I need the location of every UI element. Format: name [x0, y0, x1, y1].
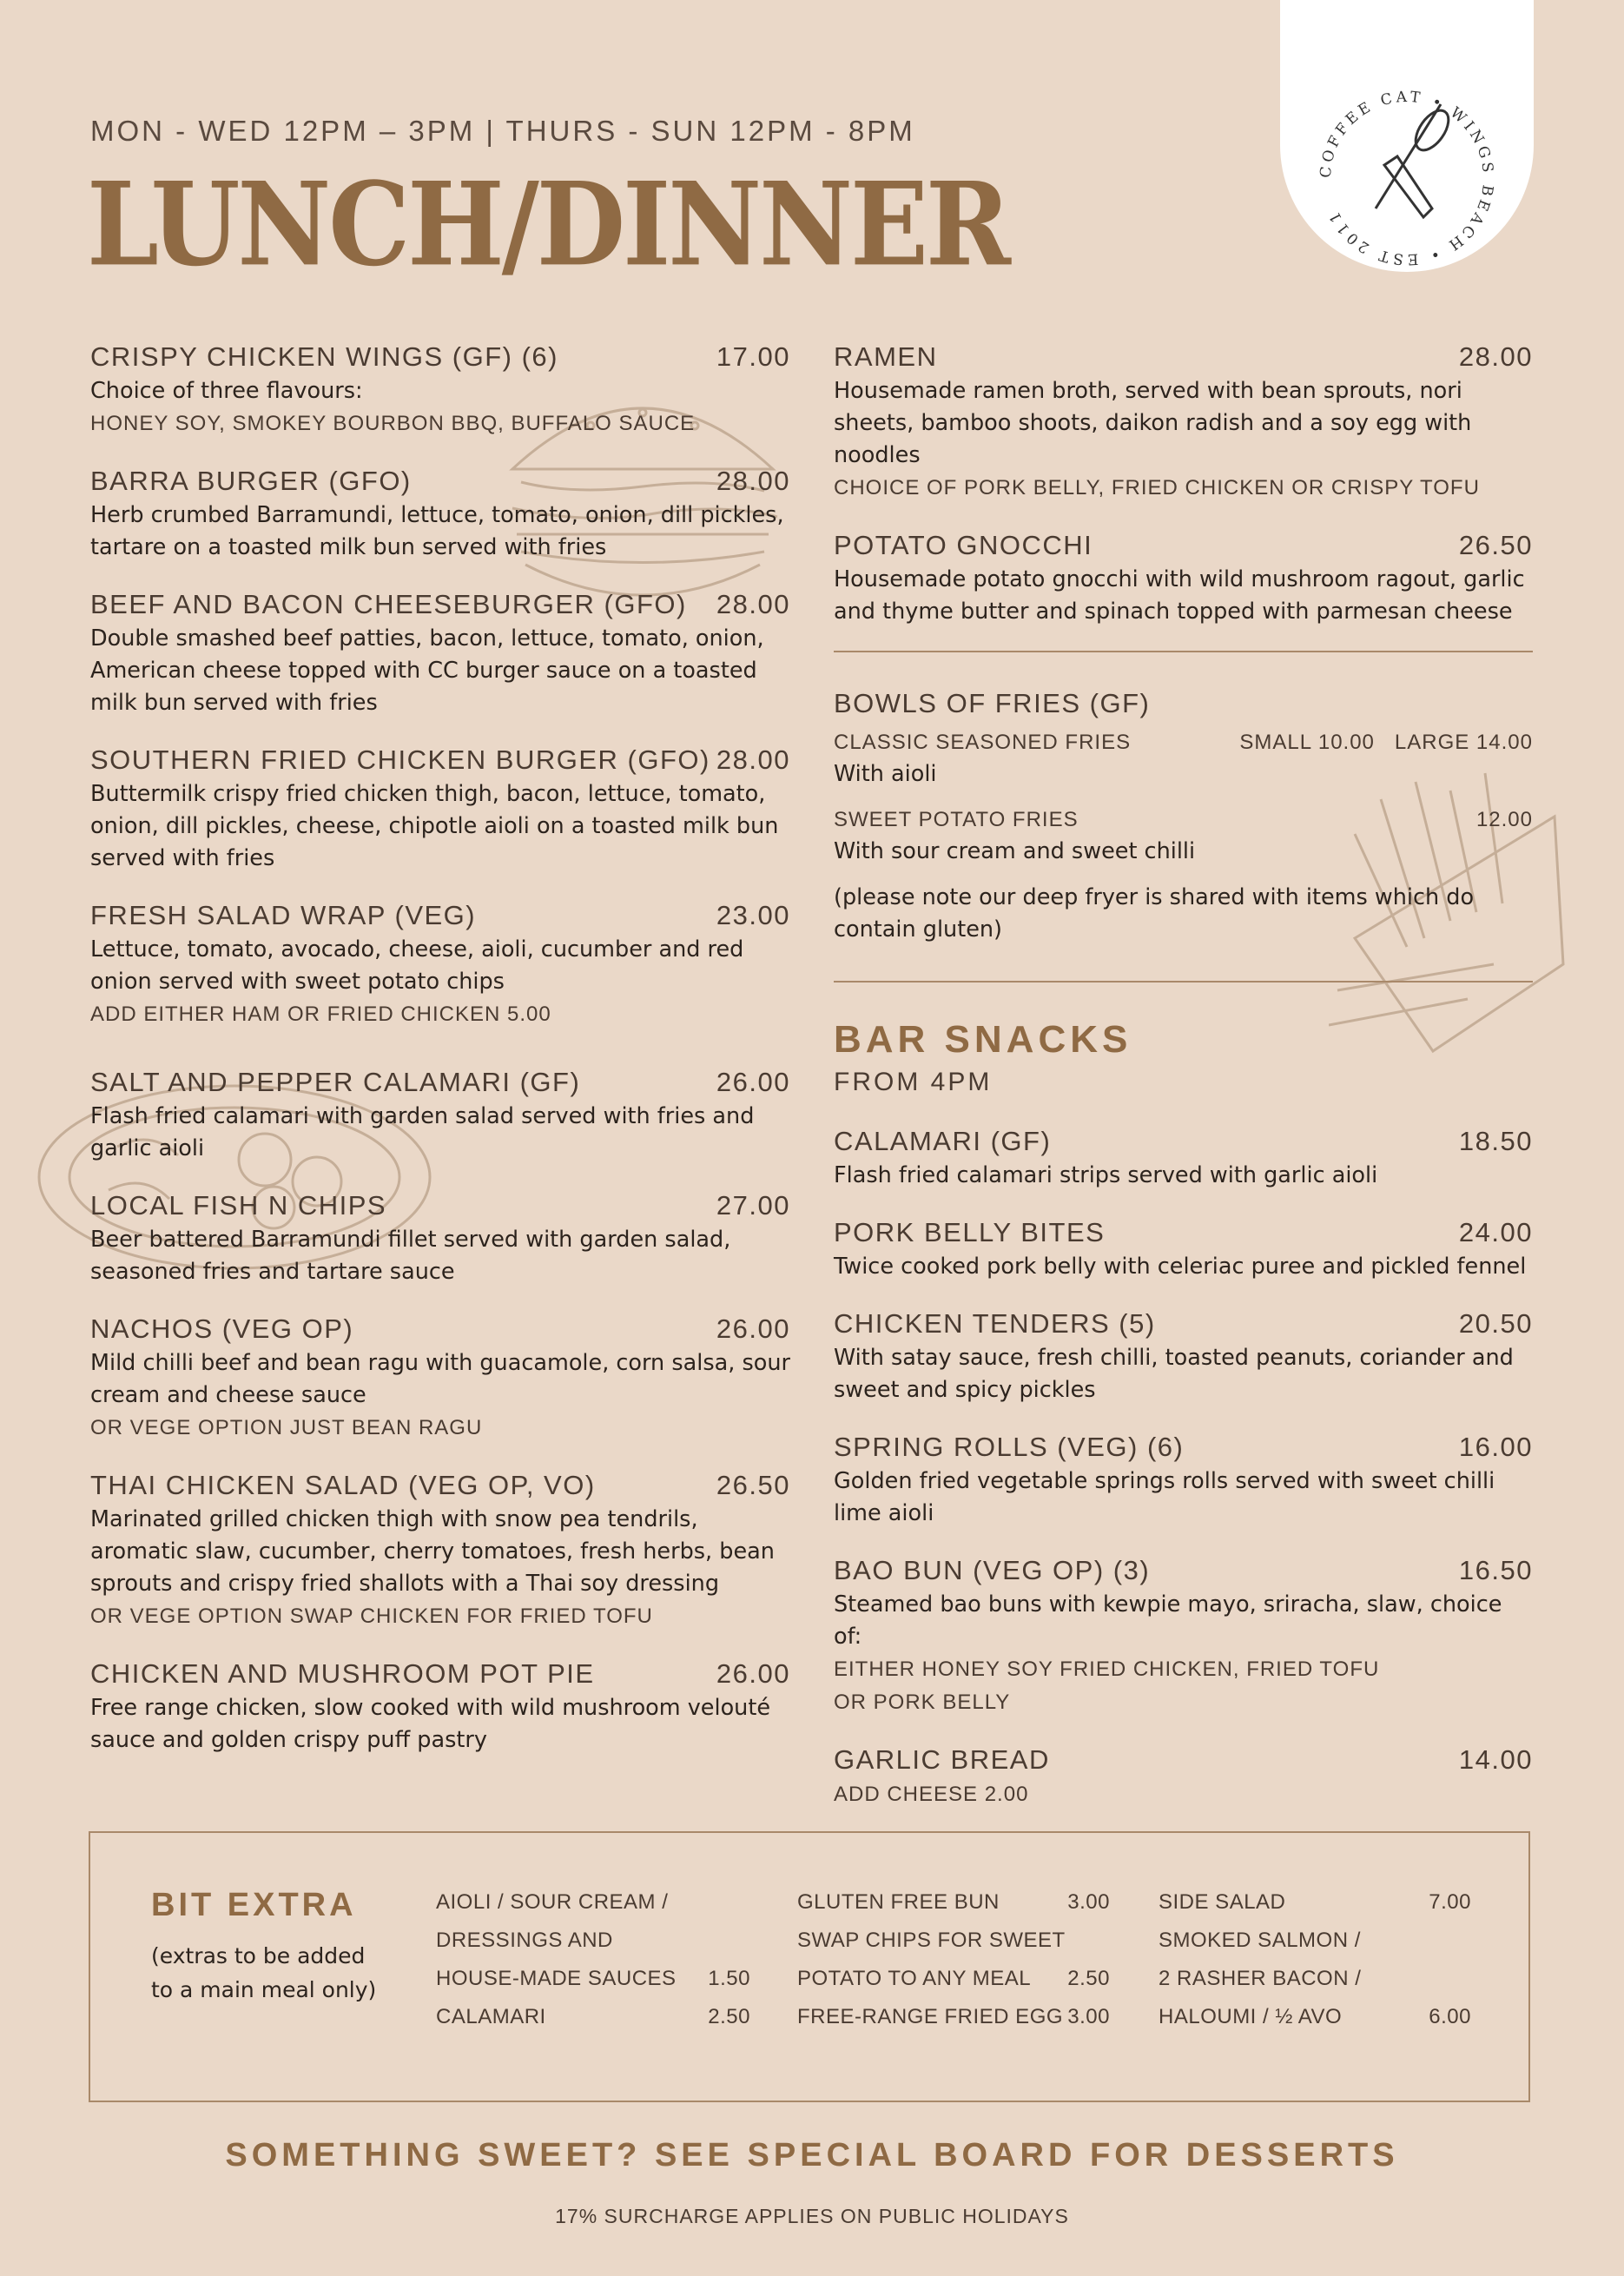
fries-sweet-label: SWEET POTATO FRIES [834, 808, 1079, 831]
item-name: SPRING ROLLS (VEG) (6) [834, 1432, 1185, 1462]
item-price: 14.00 [1458, 1744, 1533, 1775]
item-note: EITHER HONEY SOY FRIED CHICKEN, FRIED TOFU OR PORK BELLY [834, 1657, 1380, 1714]
menu-item [834, 1214, 1533, 1283]
item-name: FRESH SALAD WRAP (VEG) [90, 900, 477, 930]
item-note: CHOICE OF PORK BELLY, FRIED CHICKEN OR CRISPY TOFU [834, 476, 1480, 500]
item-price: 28.00 [716, 466, 790, 496]
menu-item [90, 1467, 790, 1633]
extras-box [89, 1831, 1530, 2102]
extra-label: DRESSINGS AND [436, 1929, 613, 1952]
item-price: 28.00 [716, 744, 790, 775]
menu-item [90, 897, 790, 1031]
item-description: Beer battered Barramundi fillet served with garden salad, seasoned fries and tartare sauce [90, 1227, 731, 1285]
item-description: Housemade potato gnocchi with wild mushroom ragout, garlic and thyme butter and spinach topped with parmesan cheese [834, 566, 1525, 625]
extra-label: AIOLI / SOUR CREAM / [436, 1890, 669, 1914]
item-price: 28.00 [1458, 341, 1533, 372]
item-price: 26.50 [716, 1470, 790, 1500]
extra-label: SWAP CHIPS FOR SWEET [797, 1929, 1066, 1952]
item-name: BEEF AND BACON CHEESEBURGER (GFO) [90, 589, 687, 619]
mains-column [90, 339, 790, 1779]
menu-item [90, 1311, 790, 1445]
item-description: With satay sauce, fresh chilli, toasted peanuts, coriander and sweet and spicy pickles [834, 1345, 1514, 1403]
item-note: ADD EITHER HAM OR FRIED CHICKEN 5.00 [90, 1002, 551, 1026]
item-description: Double smashed beef patties, bacon, lettuce, tomato, onion, American cheese topped with CC burger sauce on a toasted milk bun served with fries [90, 625, 764, 716]
right-column [834, 339, 1533, 1834]
fries-title: BOWLS OF FRIES (GF) [834, 688, 1151, 718]
extras-column [436, 1883, 750, 2036]
logo-badge [1280, 0, 1534, 272]
item-description: Steamed bao buns with kewpie mayo, sriracha, slaw, choice of: [834, 1591, 1502, 1650]
page-title: LUNCH/DINNER [87, 156, 1009, 292]
item-price: 27.00 [716, 1190, 790, 1221]
logo-text: COFFEE CAT • WINGS BEACH • EST 2011 [1317, 88, 1497, 268]
item-price: 17.00 [716, 341, 790, 372]
menu-item [834, 1306, 1533, 1406]
menu-item [834, 1742, 1533, 1811]
item-name: SOUTHERN FRIED CHICKEN BURGER (GFO) [90, 744, 710, 775]
menu-item [834, 1123, 1533, 1192]
extra-label: SIDE SALAD [1159, 1890, 1286, 1914]
item-description: Buttermilk crispy fried chicken thigh, bacon, lettuce, tomato, onion, dill pickles, cheese, chipotle aioli on a toasted milk bun served with fries [90, 781, 779, 871]
extra-label: FREE-RANGE FRIED EGG [797, 2005, 1064, 2028]
item-note: HONEY SOY, SMOKEY BOURBON BBQ, BUFFALO SAUCE [90, 412, 696, 435]
extra-label: GLUTEN FREE BUN [797, 1890, 1000, 1914]
fries-section [834, 685, 1533, 946]
item-price: 16.50 [1458, 1555, 1533, 1585]
menu-item [834, 339, 1533, 505]
item-description: Mild chilli beef and bean ragu with guacamole, corn salsa, sour cream and cheese sauce [90, 1350, 790, 1408]
item-name: PORK BELLY BITES [834, 1217, 1106, 1247]
fries-sweet-desc: With sour cream and sweet chilli [834, 838, 1196, 864]
menu-item [90, 586, 790, 719]
menu-item [90, 1656, 790, 1757]
extra-price: 3.00 [1067, 2005, 1110, 2028]
extra-price: 1.50 [708, 1967, 750, 1990]
item-description: Herb crumbed Barramundi, lettuce, tomato, onion, dill pickles, tartare on a toasted milk bun served with fries [90, 502, 784, 560]
fryer-note: (please note our deep fryer is shared with items which do contain gluten) [834, 884, 1475, 943]
extras-title: BIT EXTRA [151, 1887, 357, 1923]
knife-and-tamper-logo-icon [1280, 0, 1534, 272]
item-description: Flash fried calamari with garden salad served with fries and garlic aioli [90, 1103, 755, 1161]
extra-price: 6.00 [1429, 2005, 1471, 2028]
item-name: BAO BUN (VEG OP) (3) [834, 1555, 1151, 1585]
item-description: Choice of three flavours: [90, 378, 363, 404]
bar-snacks-subtitle: FROM 4PM [834, 1068, 993, 1096]
item-price: 28.00 [716, 589, 790, 619]
menu-item [90, 1064, 790, 1165]
surcharge-notice: 17% SURCHARGE APPLIES ON PUBLIC HOLIDAYS [555, 2205, 1069, 2227]
menu-item [834, 527, 1533, 628]
extra-price: 2.50 [708, 2005, 750, 2028]
item-price: 26.00 [716, 1658, 790, 1689]
item-name: LOCAL FISH N CHIPS [90, 1190, 387, 1221]
item-name: CALAMARI (GF) [834, 1126, 1052, 1156]
section-divider [834, 651, 1533, 652]
item-note: ADD CHEESE 2.00 [834, 1783, 1029, 1806]
item-description: Golden fried vegetable springs rolls served with sweet chilli lime aioli [834, 1468, 1495, 1526]
item-description: Lettuce, tomato, avocado, cheese, aioli, cucumber and red onion served with sweet potato chips [90, 936, 744, 995]
item-name: RAMEN [834, 341, 938, 372]
item-description: Housemade ramen broth, served with bean sprouts, nori sheets, bamboo shoots, daikon radish and a soy egg with noodles [834, 378, 1472, 468]
item-name: CHICKEN TENDERS (5) [834, 1308, 1156, 1339]
menu-item [90, 339, 790, 440]
fries-classic-label: CLASSIC SEASONED FRIES [834, 731, 1132, 754]
dessert-notice: SOMETHING SWEET? SEE SPECIAL BOARD FOR DESSERTS [225, 2137, 1399, 2173]
item-name: POTATO GNOCCHI [834, 530, 1093, 560]
item-description: Flash fried calamari strips served with garlic aioli [834, 1162, 1378, 1188]
item-price: 26.50 [1458, 530, 1533, 560]
item-description: Free range chicken, slow cooked with wild mushroom velouté sauce and golden crispy puff pastry [90, 1695, 771, 1753]
extra-label: CALAMARI [436, 2005, 546, 2028]
extras-note: (extras to be added to a main meal only) [151, 1943, 377, 2002]
opening-hours: MON - WED 12PM – 3PM | THURS - SUN 12PM - 8PM [90, 115, 915, 147]
item-name: BARRA BURGER (GFO) [90, 466, 412, 496]
item-price: 24.00 [1458, 1217, 1533, 1247]
extra-price: 3.00 [1067, 1890, 1110, 1914]
svg-text:COFFEE CAT • WINGS BEACH • EST [1317, 89, 1497, 268]
extra-label: 2 RASHER BACON / [1159, 1967, 1362, 1990]
item-description: Twice cooked pork belly with celeriac puree and pickled fennel [834, 1254, 1527, 1280]
item-description: Marinated grilled chicken thigh with snow pea tendrils, aromatic slaw, cucumber, cherry tomatoes, fresh herbs, bean sprouts and crispy fried shallots with a Thai soy dressing [90, 1506, 775, 1597]
item-price: 18.50 [1458, 1126, 1533, 1156]
fries-classic-desc: With aioli [834, 761, 937, 787]
item-name: CHICKEN AND MUSHROOM POT PIE [90, 1658, 595, 1689]
menu-item [90, 463, 790, 564]
item-note: OR VEGE OPTION JUST BEAN RAGU [90, 1416, 483, 1439]
fries-classic-price: SMALL 10.00 LARGE 14.00 [1239, 731, 1533, 754]
extra-label: POTATO TO ANY MEAL [797, 1967, 1032, 1990]
item-name: THAI CHICKEN SALAD (VEG OP, VO) [90, 1470, 596, 1500]
menu-item [834, 1429, 1533, 1530]
extras-column [1159, 1883, 1471, 2036]
extra-price: 7.00 [1429, 1890, 1471, 1914]
item-price: 20.50 [1458, 1308, 1533, 1339]
item-name: SALT AND PEPPER CALAMARI (GF) [90, 1067, 581, 1097]
item-price: 16.00 [1458, 1432, 1533, 1462]
item-name: GARLIC BREAD [834, 1744, 1050, 1775]
item-name: CRISPY CHICKEN WINGS (GF) (6) [90, 341, 558, 372]
menu-item [90, 742, 790, 875]
menu-item [834, 1552, 1533, 1719]
extra-label: HALOUMI / ½ AVO [1159, 2005, 1343, 2028]
bar-snacks-title: BAR SNACKS [834, 1018, 1132, 1061]
extra-price: 2.50 [1067, 1967, 1110, 1990]
section-divider [834, 981, 1533, 983]
item-note: OR VEGE OPTION SWAP CHICKEN FOR FRIED TOFU [90, 1604, 653, 1628]
fries-sweet-price: 12.00 [1475, 808, 1533, 831]
menu-item [90, 1188, 790, 1288]
item-price: 26.00 [716, 1313, 790, 1344]
extra-label: HOUSE-MADE SAUCES [436, 1967, 677, 1990]
item-price: 23.00 [716, 900, 790, 930]
extra-label: SMOKED SALMON / [1159, 1929, 1361, 1952]
extras-column [797, 1883, 1110, 2036]
item-name: NACHOS (VEG OP) [90, 1313, 354, 1344]
item-price: 26.00 [716, 1067, 790, 1097]
